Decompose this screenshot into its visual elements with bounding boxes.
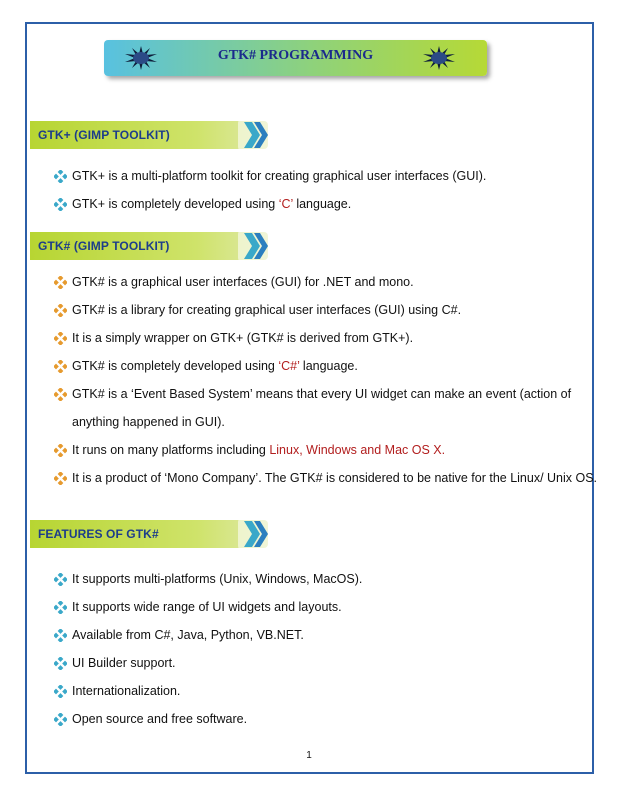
diamond-bullet-icon bbox=[54, 629, 67, 642]
diamond-bullet-icon bbox=[54, 657, 67, 670]
list-item: It supports multi-platforms (Unix, Windows, MacOS). bbox=[54, 565, 584, 593]
chevron-right-icon bbox=[238, 518, 272, 550]
diamond-bullet-icon bbox=[54, 170, 67, 183]
list-item: GTK# is a library for creating graphical user interfaces (GUI) using C#. bbox=[54, 296, 584, 324]
section-header-features bbox=[30, 520, 268, 548]
section-heading: GTK# (GIMP TOOLKIT) bbox=[38, 239, 170, 253]
diamond-bullet-icon bbox=[54, 444, 67, 457]
page-number: 1 bbox=[306, 750, 312, 761]
bullet-list-features bbox=[54, 565, 584, 733]
bullet-list-gtk-plus bbox=[54, 162, 584, 218]
list-item: Available from C#, Java, Python, VB.NET. bbox=[54, 621, 584, 649]
diamond-bullet-icon bbox=[54, 472, 67, 485]
list-item: Open source and free software. bbox=[54, 705, 584, 733]
list-item: It is a product of ‘Mono Company’. The GTK# is considered to be native for the Linux/ Unix OS. bbox=[54, 464, 584, 492]
list-item: UI Builder support. bbox=[54, 649, 584, 677]
list-item: It runs on many platforms including Linux, Windows and Mac OS X. bbox=[54, 436, 584, 464]
diamond-bullet-icon bbox=[54, 332, 67, 345]
list-item: It is a simply wrapper on GTK+ (GTK# is derived from GTK+). bbox=[54, 324, 584, 352]
section-heading: FEATURES OF GTK# bbox=[38, 527, 159, 541]
list-item: Internationalization. bbox=[54, 677, 584, 705]
diamond-bullet-icon bbox=[54, 276, 67, 289]
list-item: GTK+ is completely developed using ‘C’ language. bbox=[54, 190, 584, 218]
page-title: GTK# PROGRAMMING bbox=[217, 48, 374, 63]
starburst-icon bbox=[422, 46, 456, 70]
diamond-bullet-icon bbox=[54, 685, 67, 698]
diamond-bullet-icon bbox=[54, 573, 67, 586]
diamond-bullet-icon bbox=[54, 304, 67, 317]
bullet-list-gtk-sharp bbox=[54, 268, 598, 492]
chevron-right-icon bbox=[238, 119, 272, 151]
section-header-gtk-plus bbox=[30, 121, 268, 149]
list-item: GTK# is completely developed using ‘C#’ language. bbox=[54, 352, 584, 380]
diamond-bullet-icon bbox=[54, 388, 67, 401]
section-heading: GTK+ (GIMP TOOLKIT) bbox=[38, 128, 170, 142]
diamond-bullet-icon bbox=[54, 360, 67, 373]
list-item: GTK# is a ‘Event Based System’ means that every UI widget can make an event (action of anything happened in GUI). bbox=[54, 380, 584, 436]
section-header-gtk-sharp bbox=[30, 232, 268, 260]
diamond-bullet-icon bbox=[54, 198, 67, 211]
chevron-right-icon bbox=[238, 230, 272, 262]
diamond-bullet-icon bbox=[54, 713, 67, 726]
list-item: GTK# is a graphical user interfaces (GUI) for .NET and mono. bbox=[54, 268, 584, 296]
list-item: It supports wide range of UI widgets and layouts. bbox=[54, 593, 584, 621]
diamond-bullet-icon bbox=[54, 601, 67, 614]
list-item: GTK+ is a multi-platform toolkit for creating graphical user interfaces (GUI). bbox=[54, 162, 584, 190]
title-banner bbox=[104, 40, 487, 76]
